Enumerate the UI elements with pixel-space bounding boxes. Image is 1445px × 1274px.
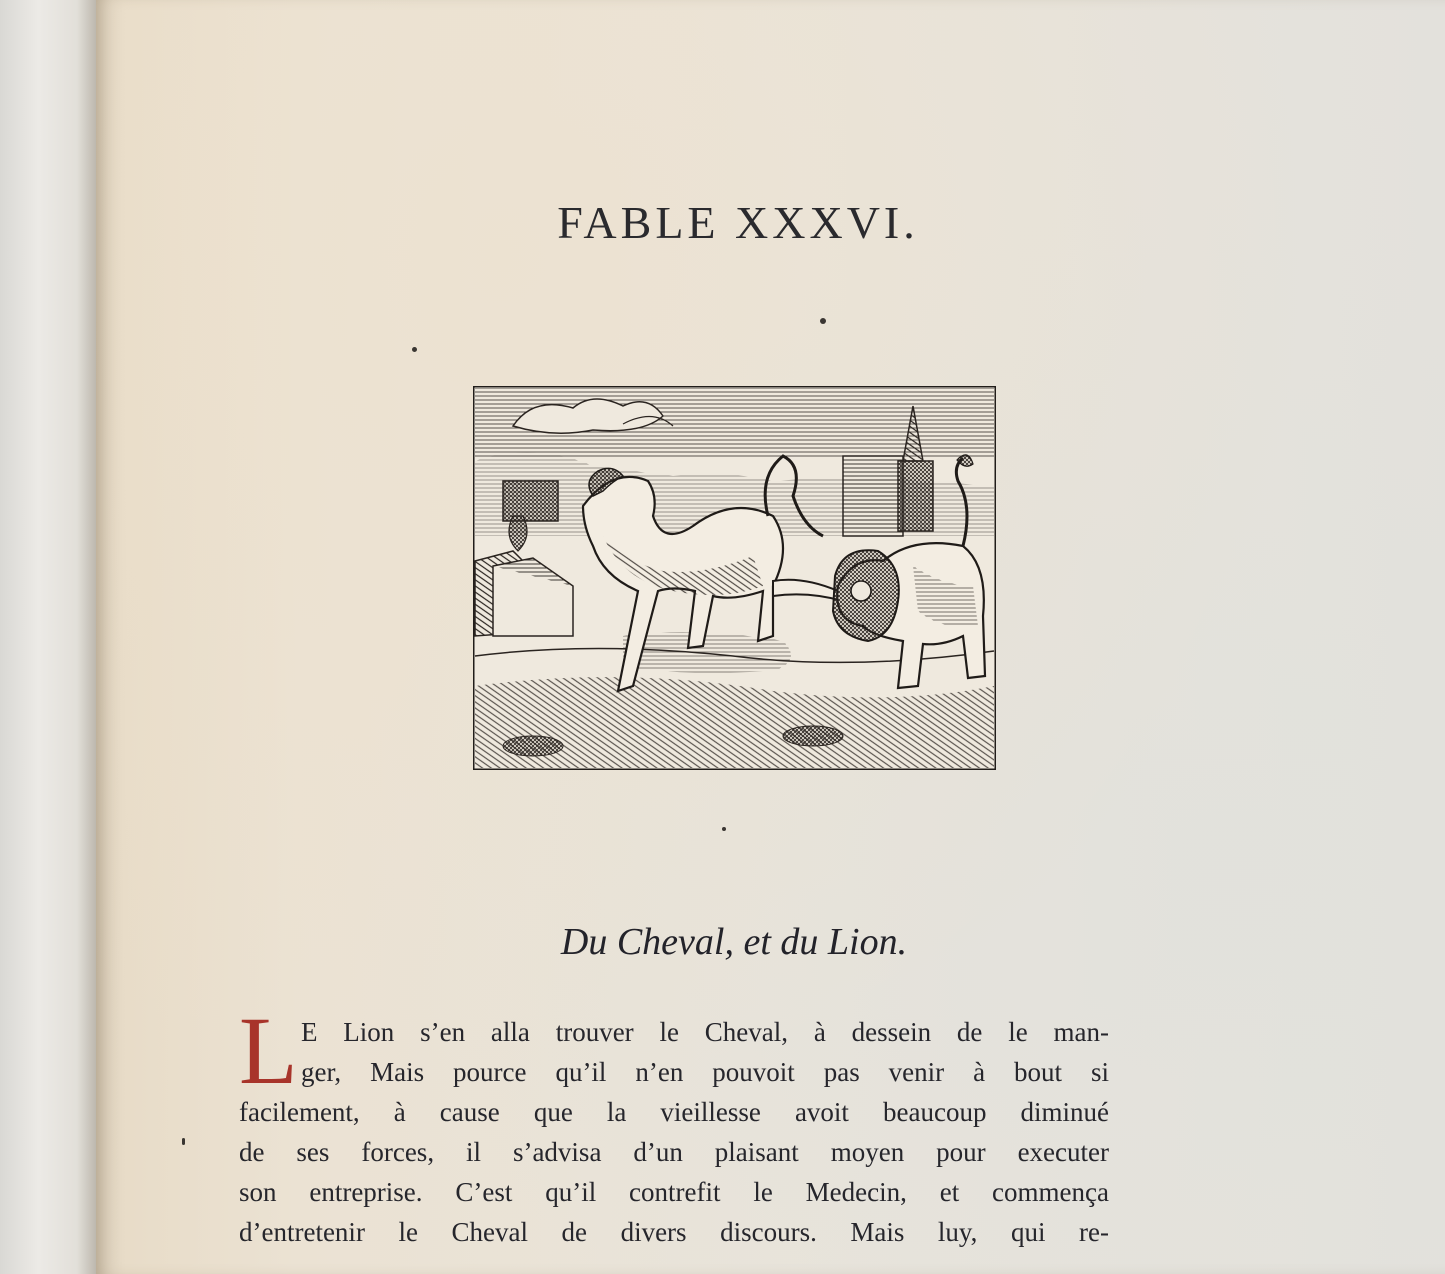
paper-speck <box>820 318 826 324</box>
body-line: de ses forces, il s’advisa d’un plaisant moyen pour executer <box>239 1137 1109 1167</box>
woodcut-illustration <box>473 386 996 770</box>
body-line: d’entretenir le Cheval de divers discours. Mais luy, qui re- <box>239 1217 1109 1247</box>
paper-speck <box>412 347 417 352</box>
drop-capital: L <box>239 997 298 1104</box>
fable-body <box>239 1012 1109 1252</box>
fable-subtitle: Du Cheval, et du Lion. <box>560 921 908 963</box>
book-page <box>96 0 1445 1274</box>
paper-speck <box>182 1138 185 1145</box>
facing-page-edge <box>0 0 96 1274</box>
body-line: son entreprise. C’est qu’il contrefit le Medecin, et commença <box>239 1177 1109 1207</box>
body-line: ger, Mais pource qu’il n’en pouvoit pas venir à bout si <box>301 1057 1109 1087</box>
body-line: E Lion s’en alla trouver le Cheval, à dessein de le man- <box>301 1017 1109 1047</box>
paper-speck <box>722 827 726 831</box>
fable-title: FABLE XXXVI. <box>557 197 919 248</box>
body-line: facilement, à cause que la vieillesse avoit beaucoup diminué <box>239 1097 1109 1127</box>
